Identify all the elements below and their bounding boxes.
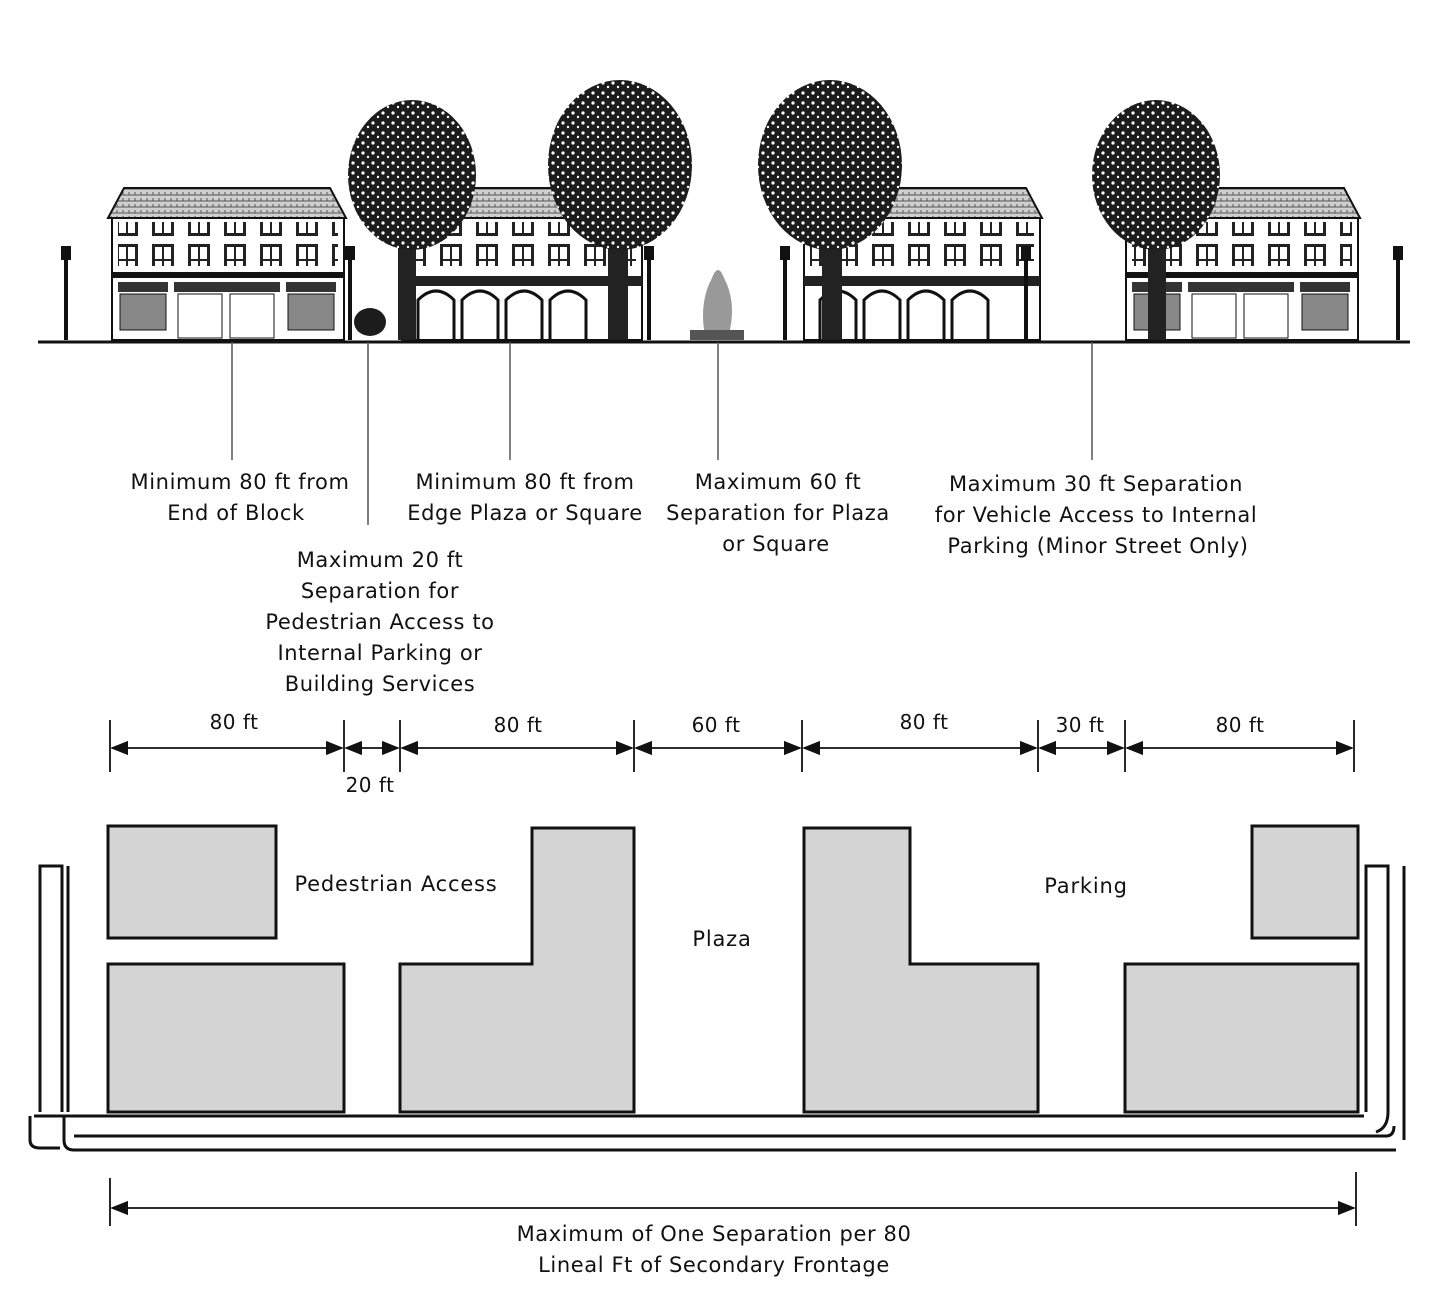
- label-vehicle-line-2: for Vehicle Access to Internal: [934, 503, 1258, 527]
- plan-label-parking: Parking: [1044, 874, 1128, 898]
- building-plan-1a: [108, 826, 276, 938]
- building-elevation-1: [108, 188, 346, 340]
- dim-label-7: 80 ft: [1215, 713, 1265, 737]
- building-plan-1b: [108, 964, 344, 1112]
- dimension-labels: [210, 710, 1265, 797]
- bottom-label-line-1: Maximum of One Separation per 80: [516, 1222, 912, 1246]
- label-pedestrian-line-1: Maximum 20 ft: [296, 548, 464, 572]
- label-edge-plaza-line-2: Edge Plaza or Square: [407, 501, 643, 525]
- dim-label-1: 80 ft: [209, 710, 259, 734]
- building-plan-4a: [1252, 826, 1358, 938]
- label-end-of-block-line-1: Minimum 80 ft from: [130, 470, 350, 494]
- label-end-of-block-line-2: End of Block: [167, 501, 305, 525]
- label-pedestrian-line-3: Pedestrian Access to: [265, 610, 495, 634]
- leader-lines: [232, 342, 1092, 525]
- fountain: [690, 270, 744, 340]
- bottom-label: [517, 1222, 912, 1277]
- dim-label-6: 30 ft: [1055, 713, 1105, 737]
- label-edge-plaza: [407, 470, 643, 525]
- label-pedestrian-line-2: Separation for: [300, 579, 460, 603]
- shrub: [354, 308, 386, 336]
- building-plan-4b: [1125, 964, 1358, 1112]
- label-vehicle-access: [935, 472, 1258, 558]
- label-end-of-block: [131, 470, 350, 525]
- street-elevation: [38, 80, 1410, 525]
- label-plaza-line-1: Maximum 60 ft: [694, 470, 862, 494]
- dim-label-5: 80 ft: [899, 710, 949, 734]
- plan-label-pedestrian-access: Pedestrian Access: [294, 872, 498, 896]
- dim-label-3: 80 ft: [493, 713, 543, 737]
- building-plan-2: [400, 828, 634, 1112]
- label-plaza-line-3: or Square: [722, 532, 830, 556]
- bottom-label-line-2: Lineal Ft of Secondary Frontage: [538, 1253, 890, 1277]
- label-vehicle-line-3: Parking (Minor Street Only): [947, 534, 1249, 558]
- label-pedestrian-line-4: Internal Parking or: [277, 641, 483, 665]
- label-edge-plaza-line-1: Minimum 80 ft from: [415, 470, 635, 494]
- dim-label-2: 20 ft: [345, 773, 395, 797]
- building-plan-3: [804, 828, 1038, 1112]
- overall-dimension: [110, 1172, 1356, 1226]
- label-plaza-separation: [666, 470, 890, 556]
- label-pedestrian-line-5: Building Services: [284, 672, 476, 696]
- dim-label-4: 60 ft: [691, 713, 741, 737]
- plan-label-plaza: Plaza: [692, 927, 752, 951]
- label-pedestrian-access: [265, 548, 494, 696]
- label-vehicle-line-1: Maximum 30 ft Separation: [948, 472, 1244, 496]
- label-plaza-line-2: Separation for Plaza: [666, 501, 890, 525]
- plan-view: [30, 826, 1404, 1150]
